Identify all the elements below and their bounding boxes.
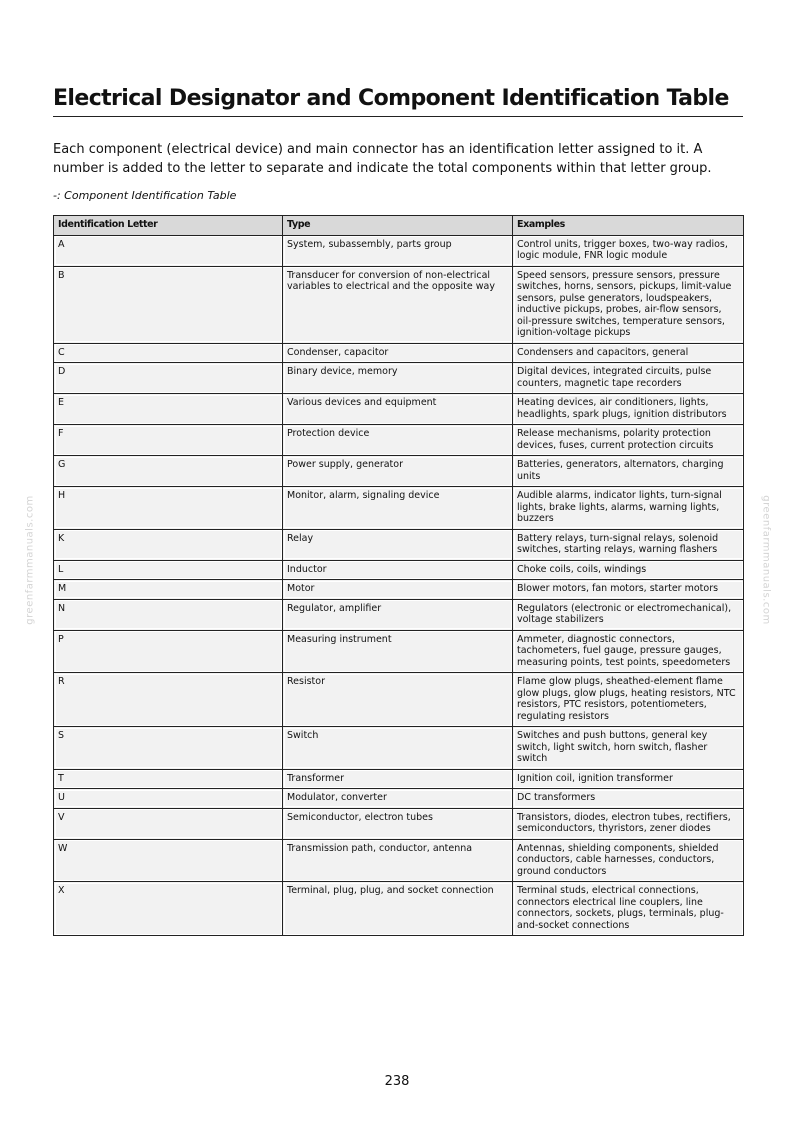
cell-examples: Control units, trigger boxes, two-way radios, logic module, FNR logic module [513, 235, 744, 266]
cell-type: Switch [283, 727, 513, 770]
cell-examples: Switches and push buttons, general key switch, light switch, horn switch, flasher switch [513, 727, 744, 770]
cell-letter: U [54, 789, 283, 809]
cell-type: Binary device, memory [283, 363, 513, 394]
table-row [54, 769, 744, 789]
cell-letter: X [54, 882, 283, 936]
cell-examples: Transistors, diodes, electron tubes, rectifiers, semiconductors, thyristors, zener diodes [513, 808, 744, 839]
cell-examples: Release mechanisms, polarity protection devices, fuses, current protection circuits [513, 425, 744, 456]
cell-letter: W [54, 839, 283, 882]
table-row [54, 580, 744, 600]
page-number: 238 [384, 1074, 410, 1089]
cell-type: Motor [283, 580, 513, 600]
table-row [54, 808, 744, 839]
table-caption: -: Component Identification Table [53, 189, 237, 202]
table-row [54, 727, 744, 770]
table-row [54, 630, 744, 673]
cell-type: Condenser, capacitor [283, 343, 513, 363]
cell-examples: Digital devices, integrated circuits, pulse counters, magnetic tape recorders [513, 363, 744, 394]
cell-type: Transformer [283, 769, 513, 789]
cell-examples: Audible alarms, indicator lights, turn-signal lights, brake lights, alarms, warning lights, buzzers [513, 487, 744, 530]
cell-type: Inductor [283, 560, 513, 580]
watermark-right: greenfarmmanuals.com [760, 495, 772, 625]
cell-type: Terminal, plug, plug, and socket connection [283, 882, 513, 936]
cell-examples: Ignition coil, ignition transformer [513, 769, 744, 789]
table-row [54, 599, 744, 630]
table-row [54, 673, 744, 727]
cell-examples: Batteries, generators, alternators, charging units [513, 456, 744, 487]
cell-type: Relay [283, 529, 513, 560]
table-row [54, 560, 744, 580]
cell-type: Regulator, amplifier [283, 599, 513, 630]
cell-examples: Terminal studs, electrical connections, connectors electrical line couplers, line connectors, sockets, plugs, terminals, plug-and-socket connections [513, 882, 744, 936]
table-row [54, 882, 744, 936]
table-row [54, 394, 744, 425]
header-type: Type [283, 216, 513, 236]
cell-letter: L [54, 560, 283, 580]
table-row [54, 789, 744, 809]
table-header-row [54, 216, 744, 236]
cell-letter: N [54, 599, 283, 630]
cell-examples: Speed sensors, pressure sensors, pressure switches, horns, sensors, pickups, limit-value sensors, pulse generators, loudspeakers, inductive pickups, probes, air-flow sensors, oil-pressure switches, temperature sensors, ignition-voltage pickups [513, 266, 744, 343]
watermark-left: greenfarmmanuals.com [24, 495, 36, 625]
cell-type: Resistor [283, 673, 513, 727]
table-row [54, 343, 744, 363]
cell-examples: Heating devices, air conditioners, lights, headlights, spark plugs, ignition distributors [513, 394, 744, 425]
cell-examples: Choke coils, coils, windings [513, 560, 744, 580]
table-row [54, 487, 744, 530]
cell-letter: M [54, 580, 283, 600]
cell-type: Modulator, converter [283, 789, 513, 809]
cell-type: Semiconductor, electron tubes [283, 808, 513, 839]
cell-examples: Flame glow plugs, sheathed-element flame glow plugs, glow plugs, heating resistors, NTC resistors, PTC resistors, potentiometers, regulating resistors [513, 673, 744, 727]
table-row [54, 363, 744, 394]
cell-type: Transducer for conversion of non-electrical variables to electrical and the opposite way [283, 266, 513, 343]
table-row [54, 529, 744, 560]
cell-letter: R [54, 673, 283, 727]
cell-letter: K [54, 529, 283, 560]
intro-paragraph: Each component (electrical device) and main connector has an identification letter assigned to it. A number is added to the letter to separate and indicate the total components within that letter group. [53, 142, 712, 176]
cell-examples: DC transformers [513, 789, 744, 809]
cell-letter: V [54, 808, 283, 839]
cell-type: Monitor, alarm, signaling device [283, 487, 513, 530]
header-examples: Examples [513, 216, 744, 236]
cell-examples: Condensers and capacitors, general [513, 343, 744, 363]
cell-type: Measuring instrument [283, 630, 513, 673]
cell-letter: P [54, 630, 283, 673]
cell-letter: D [54, 363, 283, 394]
cell-letter: T [54, 769, 283, 789]
table-row [54, 839, 744, 882]
header-identification-letter: Identification Letter [54, 216, 283, 236]
cell-type: System, subassembly, parts group [283, 235, 513, 266]
cell-type: Transmission path, conductor, antenna [283, 839, 513, 882]
cell-letter: E [54, 394, 283, 425]
cell-examples: Battery relays, turn-signal relays, solenoid switches, starting relays, warning flashers [513, 529, 744, 560]
cell-examples: Antennas, shielding components, shielded conductors, cable harnesses, conductors, ground conductors [513, 839, 744, 882]
cell-letter: G [54, 456, 283, 487]
cell-examples: Regulators (electronic or electromechanical), voltage stabilizers [513, 599, 744, 630]
cell-letter: A [54, 235, 283, 266]
component-identification-table [53, 215, 744, 936]
table-row [54, 456, 744, 487]
cell-letter: S [54, 727, 283, 770]
table-row [54, 425, 744, 456]
cell-letter: B [54, 266, 283, 343]
cell-letter: H [54, 487, 283, 530]
cell-letter: F [54, 425, 283, 456]
table-row [54, 235, 744, 266]
cell-examples: Blower motors, fan motors, starter motors [513, 580, 744, 600]
table-row [54, 266, 744, 343]
cell-type: Power supply, generator [283, 456, 513, 487]
cell-examples: Ammeter, diagnostic connectors, tachometers, fuel gauge, pressure gauges, measuring points, test points, speedometers [513, 630, 744, 673]
cell-letter: C [54, 343, 283, 363]
cell-type: Various devices and equipment [283, 394, 513, 425]
page-title: Electrical Designator and Component Identification Table [53, 86, 743, 117]
cell-type: Protection device [283, 425, 513, 456]
